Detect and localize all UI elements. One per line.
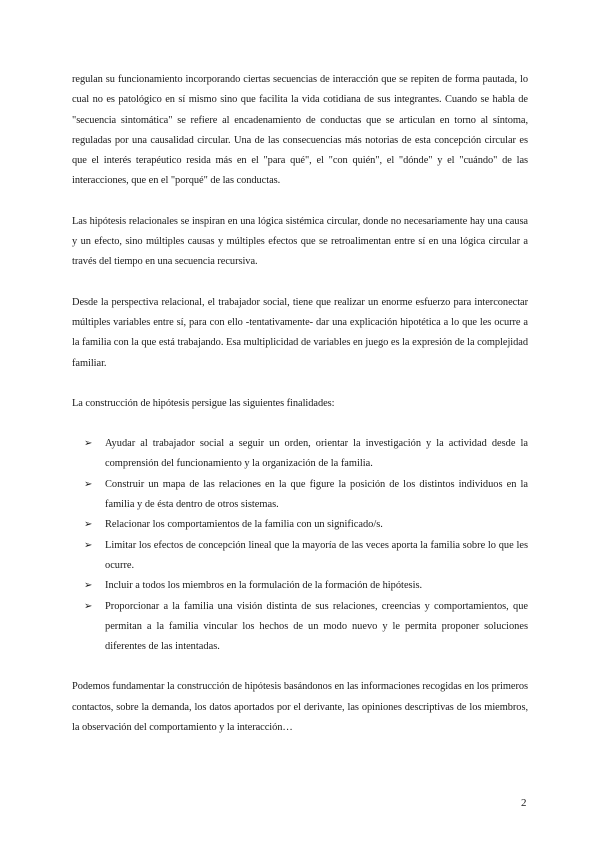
paragraph-spacer — [72, 374, 528, 394]
arrow-bullet-icon: ➢ — [84, 580, 93, 592]
paragraph-hypothesis-purposes-intro: La construcción de hipótesis persigue las siguientes finalidades: — [72, 397, 335, 409]
paragraph-spacer — [72, 273, 528, 293]
list-item — [84, 597, 528, 658]
list-item — [84, 434, 528, 475]
paragraph-relational-hypotheses: Las hipótesis relacionales se inspiran en una lógica sistémica circular, donde no necesariamente hay una causa y un efecto, sino múltiples causas y múltiples efectos que se retroalimentan entre sí en una lógica circular a través del tiempo en una secuencia recursiva. — [72, 215, 528, 268]
paragraph-spacer — [72, 414, 528, 434]
list-item — [84, 576, 528, 596]
paragraph-spacer — [72, 657, 528, 677]
list-item — [84, 536, 528, 577]
list-item-text: Relacionar los comportamientos de la familia con un significado/s. — [105, 519, 383, 531]
list-item-text: Incluir a todos los miembros en la formulación de la formación de hipótesis. — [105, 580, 423, 592]
page-number: 2 — [521, 797, 527, 809]
list-item-text: Construir un mapa de las relaciones en la que figure la posición de los distintos individuos en la familia y de ésta dentro de otros sistemas. — [105, 478, 528, 511]
paragraph-spacer — [72, 192, 528, 212]
list-item-text: Ayudar al trabajador social a seguir un orden, orientar la investigación y la actividad desde la comprensión del funcionamiento y la organización de la familia. — [105, 438, 528, 470]
arrow-bullet-icon: ➢ — [84, 438, 93, 450]
list-item-text: Proporcionar a la familia una visión distinta de sus relaciones, creencias y comportamientos, que permitan a la familia vincular los hechos de un modo nuevo y le permita proponer soluciones diferentes de las intentadas. — [105, 600, 528, 653]
arrow-bullet-icon: ➢ — [84, 519, 93, 531]
arrow-bullet-icon: ➢ — [84, 478, 93, 490]
paragraph-relational-perspective: Desde la perspectiva relacional, el trabajador social, tiene que realizar un enorme esfuerzo para interconectar múltiples variables entre sí, para con ello -tentativamente- dar una explicación hipotética a lo que les ocurre a la familia con la que está trabajando. Esa multiplicidad de variables en juego es la expresión de la complejidad familiar. — [72, 296, 528, 369]
document-page — [72, 70, 528, 738]
list-item — [84, 475, 528, 516]
hypothesis-purposes-list — [72, 434, 528, 657]
arrow-bullet-icon: ➢ — [84, 600, 93, 612]
paragraph-interaction-sequences: regulan su funcionamiento incorporando ciertas secuencias de interacción que se repiten de forma pautada, lo cual no es patológico en sí mismo sino que facilita la vida cotidiana de sus integrantes. Cuando se habla de "secuencia sintomática" se refiere al encadenamiento de conductas que se articulan en torno al síntoma, reguladas por una causalidad circular. Una de las consecuencias más notorias de esta concepción circular es que el interés terapéutico resida más en el "para qué", el "con quién", el "dónde" y el "cuándo" de las interacciones, que en el "porqué" de las conductas. — [72, 74, 528, 187]
paragraph-hypothesis-foundation: Podemos fundamentar la construcción de hipótesis basándonos en las informaciones recogidas en los primeros contactos, sobre la demanda, los datos aportados por el derivante, las opiniones descriptivas de los miembros, la observación del comportamiento y la interacción… — [72, 681, 528, 734]
arrow-bullet-icon: ➢ — [84, 539, 93, 551]
list-item-text: Limitar los efectos de concepción lineal que la mayoría de las veces aporta la familia sobre lo que les ocurre. — [105, 539, 528, 571]
list-item — [84, 515, 528, 535]
